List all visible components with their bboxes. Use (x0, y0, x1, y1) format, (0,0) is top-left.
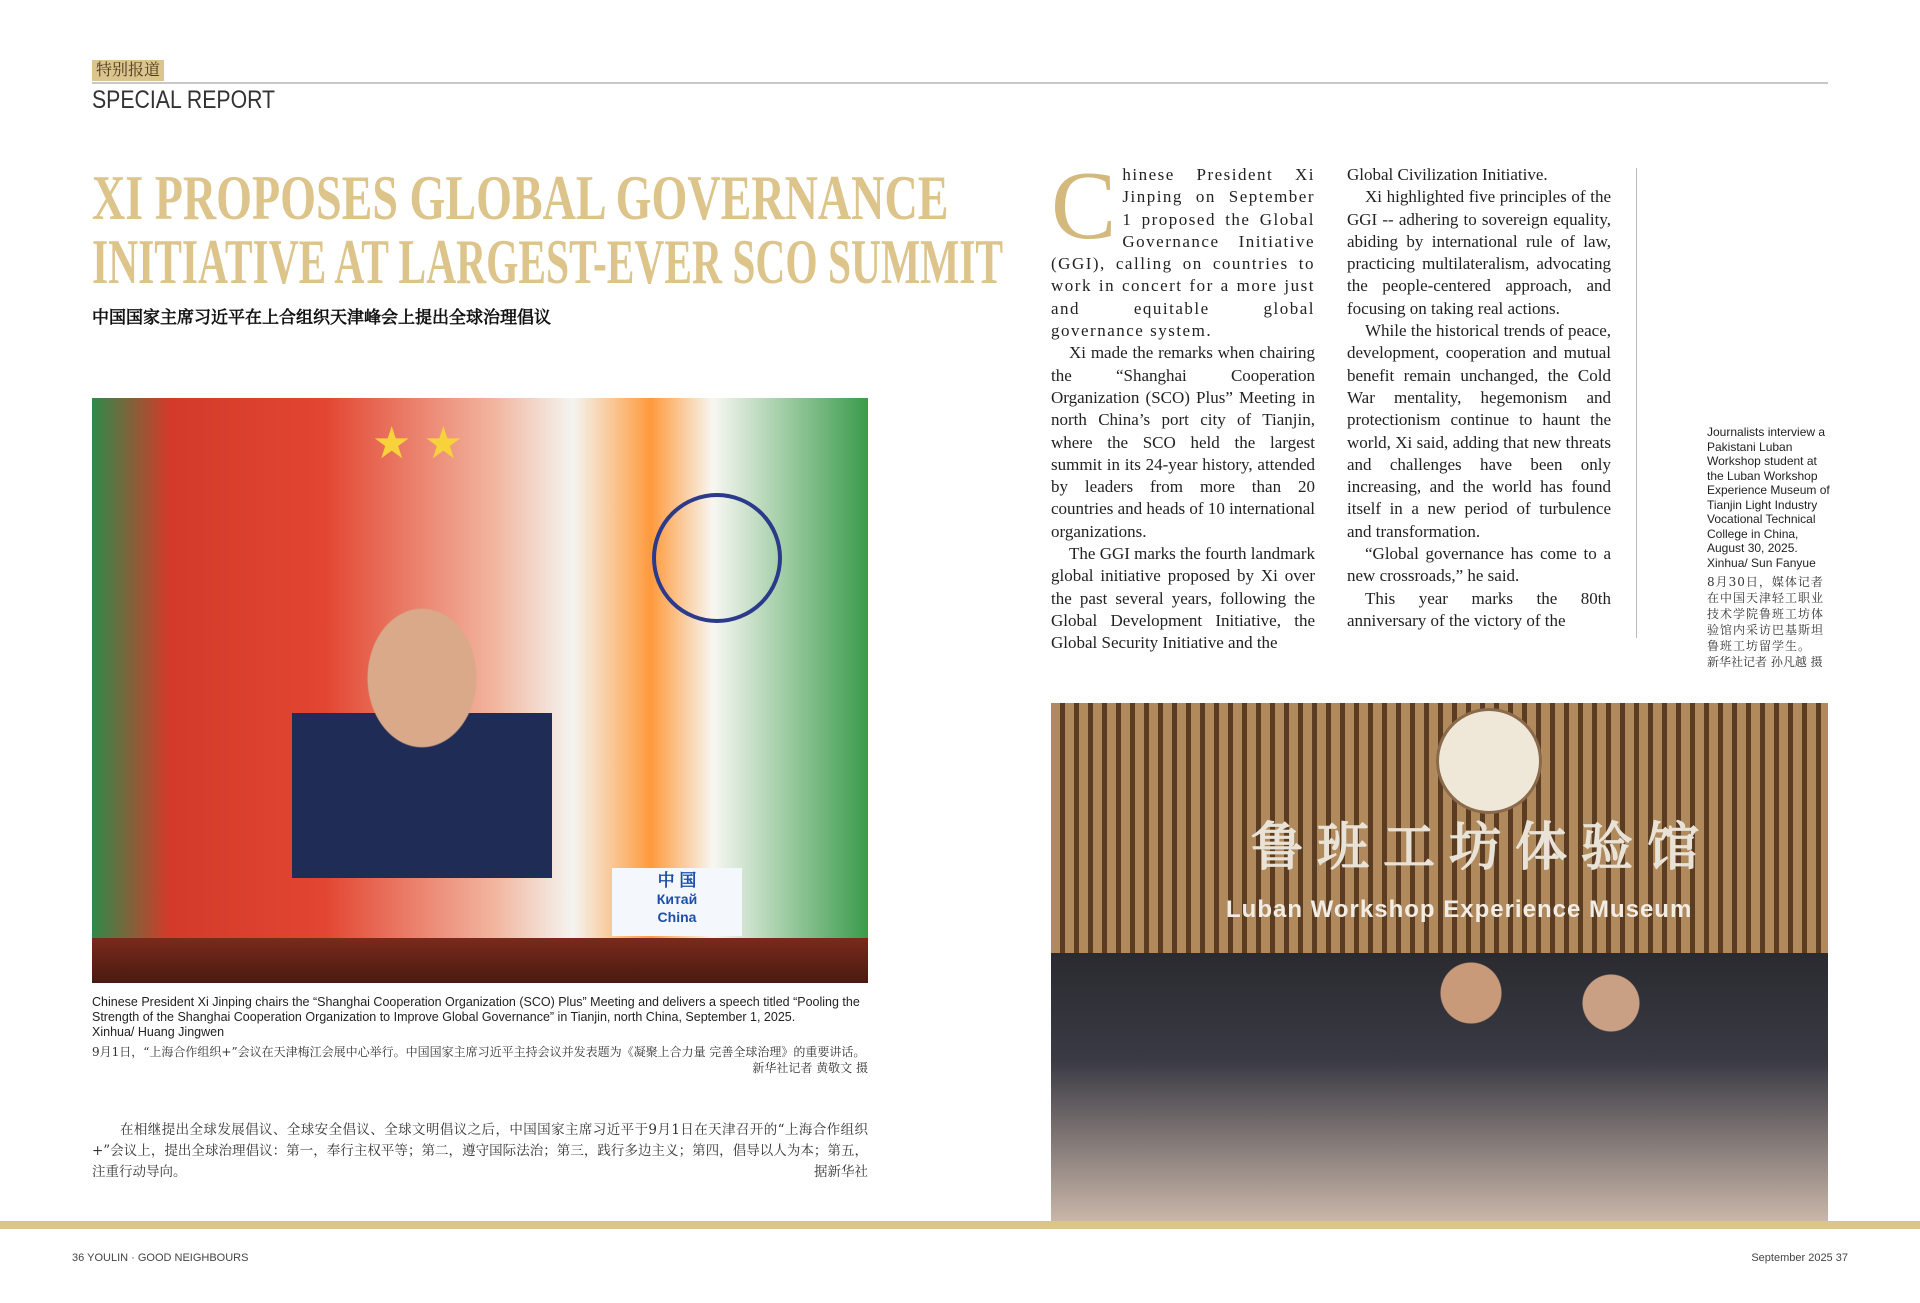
paragraph: Chinese President Xi Jinping on September 1 proposed the Global Governance Initiative (GGI), calling on countries to work in concert for a more just and equitable global governance system. (1051, 152, 1315, 341)
photo1-caption-cn: 9月1日，“上海合作组织+”会议在天津梅江会展中心举行。中国国家主席习近平主持会议并发表题为《凝聚上合力量 完善全球治理》的重要讲话。 (92, 1045, 866, 1059)
paragraph: While the historical trends of peace, development, cooperation and mutual benefit remain unchanged, the Cold War mentality, hegemonism and protectionism continue to haunt the world, Xi said, adding that new threats and challenges have been only increasing, and the world has found itself in a new period of turbulence and transformation. (1347, 321, 1611, 541)
page-number-right: 37 (1835, 1252, 1848, 1264)
museum-emblem (1436, 708, 1542, 814)
photo1-caption-en: Chinese President Xi Jinping chairs the “Shanghai Cooperation Organization (SCO) Plus” Meeting and delivers a speech titled “Pooling the Strength of the Shanghai Cooperation Organization to Improve Global Governance” in Tianjin, north China, September 1, 2025. (92, 995, 860, 1024)
photo-luban-interview (1051, 703, 1828, 1221)
section-label: SPECIAL REPORT (92, 86, 276, 114)
paragraph: The GGI marks the fourth landmark global initiative proposed by Xi over the past several years, following the Global Development Initiative, the Global Security Initiative and the (1051, 544, 1315, 653)
desk (92, 938, 868, 983)
header-rule (92, 82, 1828, 84)
column-rule (1636, 168, 1637, 638)
nameplate-cn: 中 国 (657, 871, 697, 890)
chakra-wheel (652, 493, 782, 623)
paragraph: Xi highlighted five principles of the GGI -- adhering to sovereign equality, abiding by international rule of law, practicing multilateralism, advocating the people-centered approach, and focusing on taking real actions. (1347, 187, 1611, 318)
footer-band (0, 1221, 1920, 1229)
paragraph: “Global governance has come to a new crossroads,” he said. (1347, 544, 1611, 586)
title-line-2: INITIATIVE AT LARGEST-EVER SCO SUMMIT (92, 226, 1004, 297)
photo2-caption-en: Journalists interview a Pakistani Luban Workshop student at the Luban Workshop Experience Museum of Tianjin Light Industry Vocational Technical College in China, August 30, 2025. (1707, 425, 1830, 555)
summary-cn-text: 在相继提出全球发展倡议、全球安全倡议、全球文明倡议之后，中国国家主席习近平于9月1日在天津召开的“上海合作组织+”会议上，提出全球治理倡议：第一，奉行主权平等；第二，遵守国际法治；第三，践行多边主义；第四，倡导以人为本；第五，注重行动导向。 (92, 1122, 868, 1180)
photo2-caption (1707, 425, 1832, 670)
issue-date: September 2025 (1751, 1252, 1833, 1264)
drop-cap: C (1051, 152, 1117, 260)
photo1-credit-en: Xinhua/ Huang Jingwen (92, 1025, 225, 1039)
photo1-caption-cn-block (92, 1044, 868, 1076)
magazine-name: YOULIN · GOOD NEIGHBOURS (87, 1252, 249, 1264)
article-subtitle-cn: 中国国家主席习近平在上合组织天津峰会上提出全球治理倡议 (92, 308, 551, 327)
nameplate (612, 868, 742, 936)
section-tag-cn: 特别报道 (92, 60, 164, 81)
photo2-credit-en: Xinhua/ Sun Fanyue (1707, 555, 1816, 570)
nameplate-ru: Китай (656, 891, 698, 907)
title-line-1: XI PROPOSES GLOBAL GOVERNANCE (92, 162, 949, 233)
photo-xi-speech (92, 398, 868, 983)
paragraph: Global Civilization Initiative. (1347, 165, 1548, 184)
photo1-caption (92, 995, 868, 1040)
article-title (92, 162, 1004, 297)
footer-right (1751, 1252, 1848, 1264)
body-column-1 (1051, 152, 1315, 655)
speaker-figure (292, 578, 552, 878)
body-column-2 (1347, 164, 1611, 632)
paragraph: This year marks the 80th anniversary of the victory of the (1347, 588, 1611, 630)
summary-cn (92, 1120, 868, 1183)
photo2-caption-cn: 8月30日，媒体记者在中国天津轻工职业技术学院鲁班工坊体验馆内采访巴基斯坦鲁班工坊留学生。 (1707, 575, 1825, 653)
crowd (1051, 953, 1828, 1221)
nameplate-en: China (657, 909, 697, 925)
sign-en: Luban Workshop Experience Museum (1226, 896, 1693, 923)
star-shapes: ★ ★ (372, 419, 464, 468)
summary-cn-source: 据新华社 (814, 1164, 868, 1180)
page-number-left: 36 (72, 1252, 85, 1264)
paragraph: Xi made the remarks when chairing the “Shanghai Cooperation Organization (SCO) Plus” Meeting in north China’s port city of Tianjin, where the SCO held the largest summit in its 24-year history, attended by leaders from more than 20 countries and heads of 10 international organizations. (1051, 343, 1315, 541)
photo1-credit-cn: 新华社记者 黄敬文 摄 (752, 1061, 868, 1075)
sign-cn: 鲁班工坊体验馆 (1251, 819, 1714, 877)
photo2-credit-cn: 新华社记者 孙凡越 摄 (1707, 655, 1823, 669)
footer-left (72, 1252, 248, 1264)
